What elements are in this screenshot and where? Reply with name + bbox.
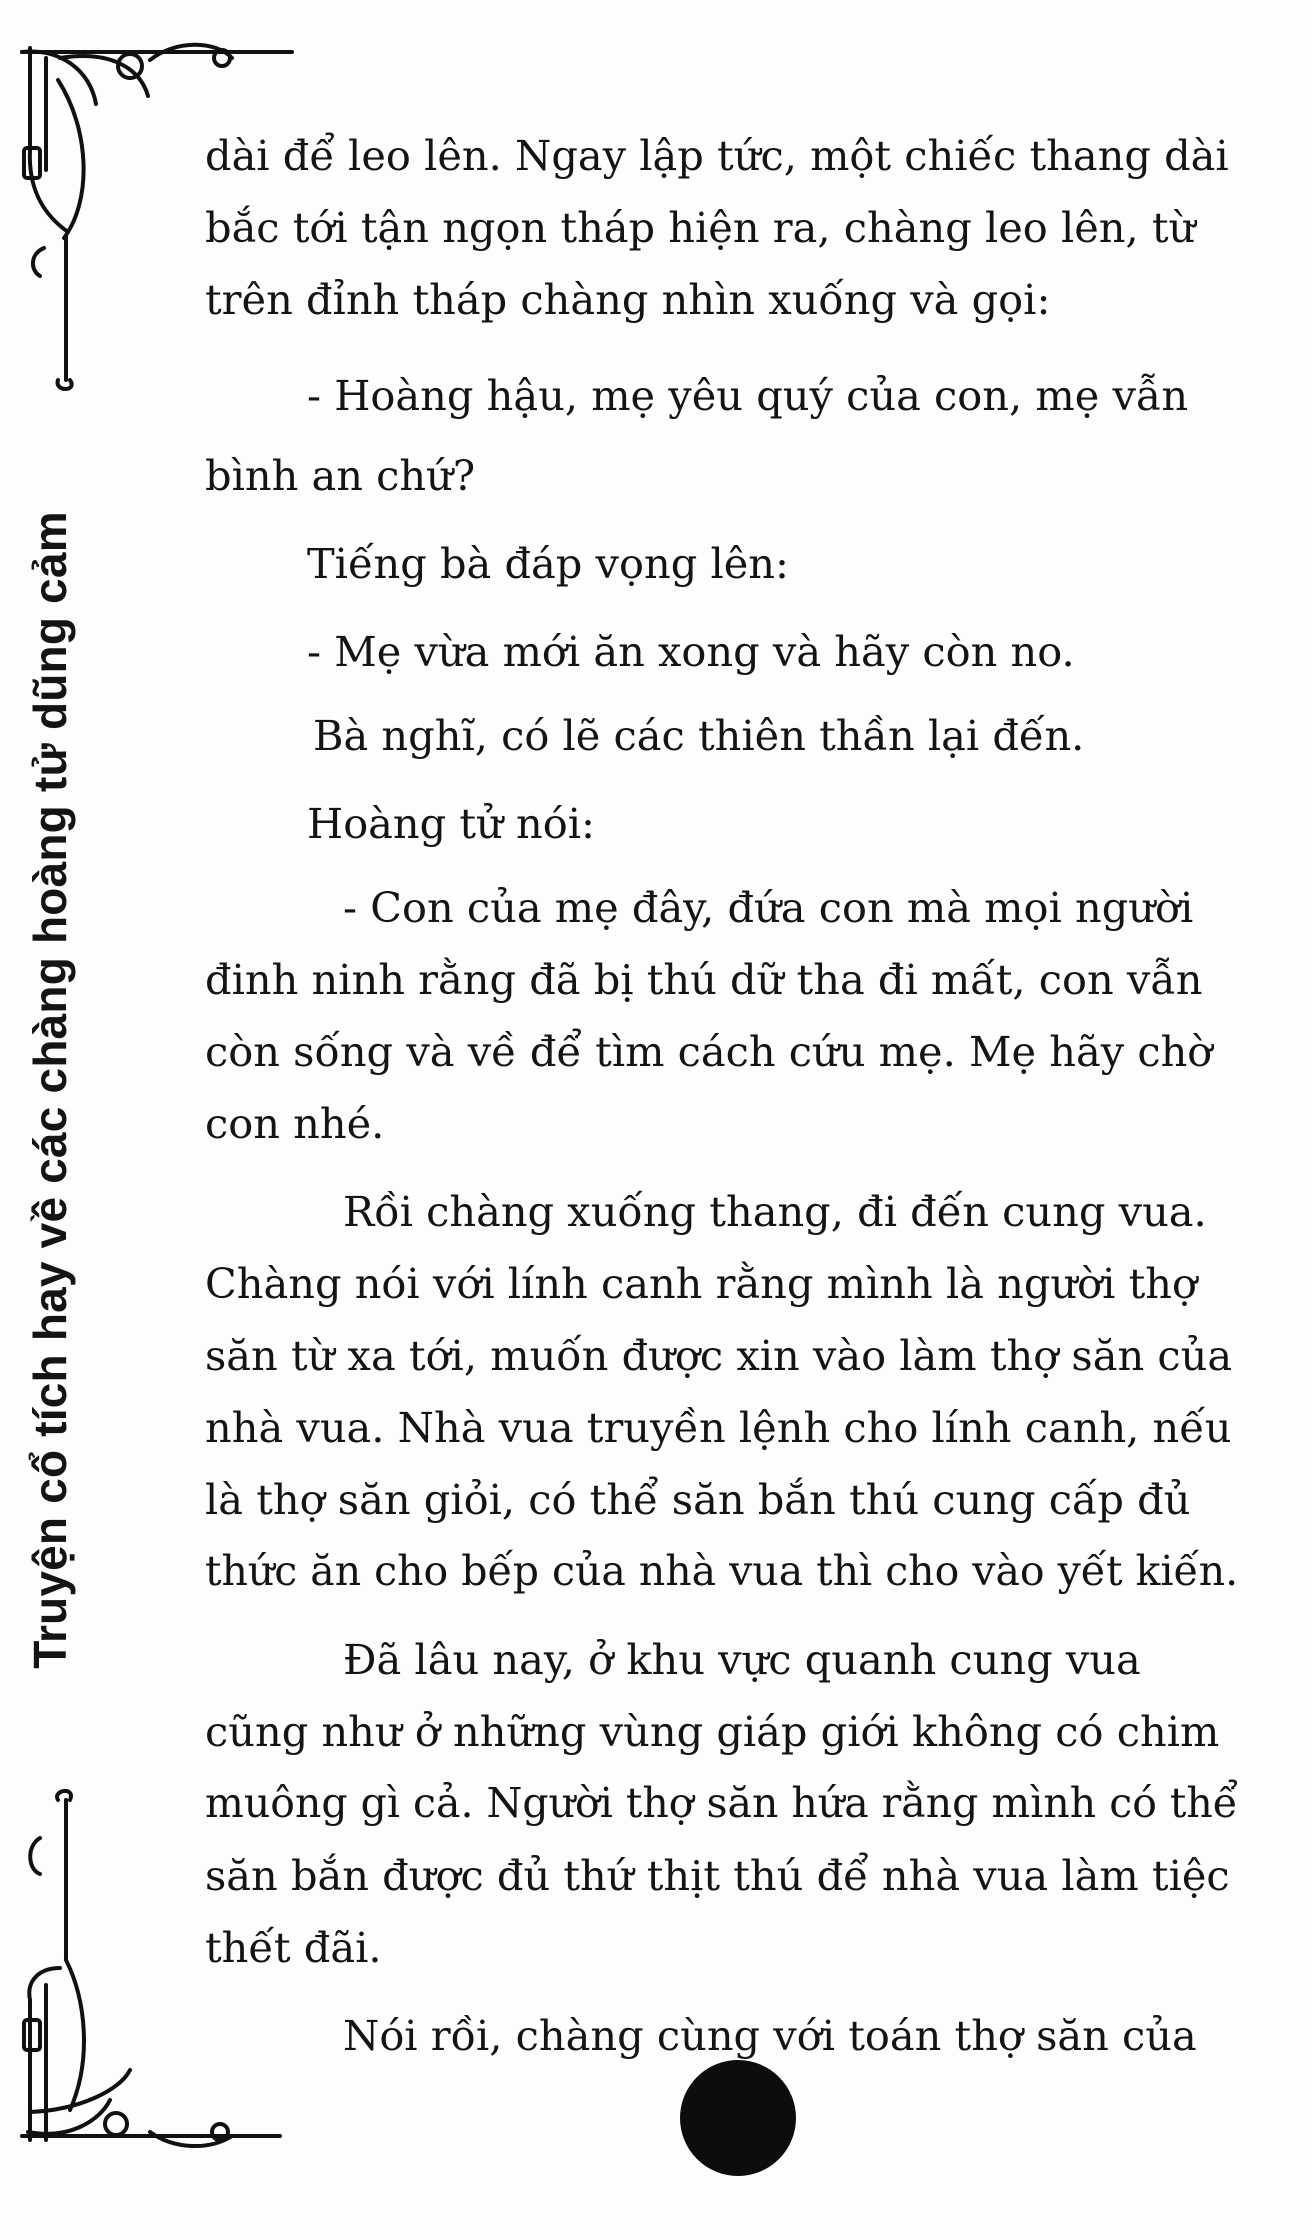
text-line: Hoàng tử nói:	[307, 799, 595, 848]
text-line: Đã lâu nay, ở khu vực quanh cung vua	[343, 1635, 1141, 1684]
book-side-title: Truyện cổ tích hay về các chàng hoàng tử dũng cảm	[24, 511, 76, 1669]
text-line: - Hoàng hậu, mẹ yêu quý của con, mẹ vẫn	[307, 371, 1189, 420]
text-line: nhà vua. Nhà vua truyền lệnh cho lính canh, nếu	[205, 1403, 1232, 1452]
text-line: cũng như ở những vùng giáp giới không có chim	[205, 1707, 1220, 1756]
text-line: Bà nghĩ, có lẽ các thiên thần lại đến.	[313, 711, 1085, 760]
corner-scroll-icon	[22, 1960, 280, 2146]
border-knot-bottom	[57, 1791, 71, 1800]
text-line: con nhé.	[205, 1099, 385, 1148]
text-line: - Con của mẹ đây, đứa con mà mọi người	[343, 883, 1194, 932]
text-line: là thợ săn giỏi, có thể săn bắn thú cung cấp đủ	[205, 1475, 1191, 1524]
text-line: Tiếng bà đáp vọng lên:	[307, 539, 789, 588]
text-line: bắc tới tận ngọn tháp hiện ra, chàng leo lên, từ	[205, 203, 1196, 252]
text-line: muông gì cả. Người thợ săn hứa rằng mình có thể	[205, 1779, 1239, 1827]
page-number-badge	[680, 2060, 796, 2176]
text-line: săn bắn được đủ thứ thịt thú để nhà vua làm tiệc	[205, 1851, 1230, 1900]
text-line: bình an chứ?	[205, 451, 476, 500]
text-line: săn từ xa tới, muốn được xin vào làm thợ săn của	[205, 1331, 1233, 1380]
text-line: đinh ninh rằng đã bị thú dữ tha đi mất, con vẫn	[205, 955, 1203, 1004]
text-line: dài để leo lên. Ngay lập tức, một chiếc thang dài	[205, 131, 1229, 180]
text-line: trên đỉnh tháp chàng nhìn xuống và gọi:	[205, 275, 1051, 324]
text-line: Rồi chàng xuống thang, đi đến cung vua.	[343, 1187, 1207, 1236]
text-line: thức ăn cho bếp của nhà vua thì cho vào yết kiến.	[205, 1547, 1239, 1595]
text-line: Chàng nói với lính canh rằng mình là người thợ	[205, 1259, 1198, 1308]
text-line: Nói rồi, chàng cùng với toán thợ săn của	[343, 2011, 1197, 2060]
text-line: còn sống và về để tìm cách cứu mẹ. Mẹ hãy chờ	[205, 1027, 1213, 1076]
text-line: thết đãi.	[205, 1923, 382, 1972]
text-line: - Mẹ vừa mới ăn xong và hãy còn no.	[307, 627, 1075, 676]
